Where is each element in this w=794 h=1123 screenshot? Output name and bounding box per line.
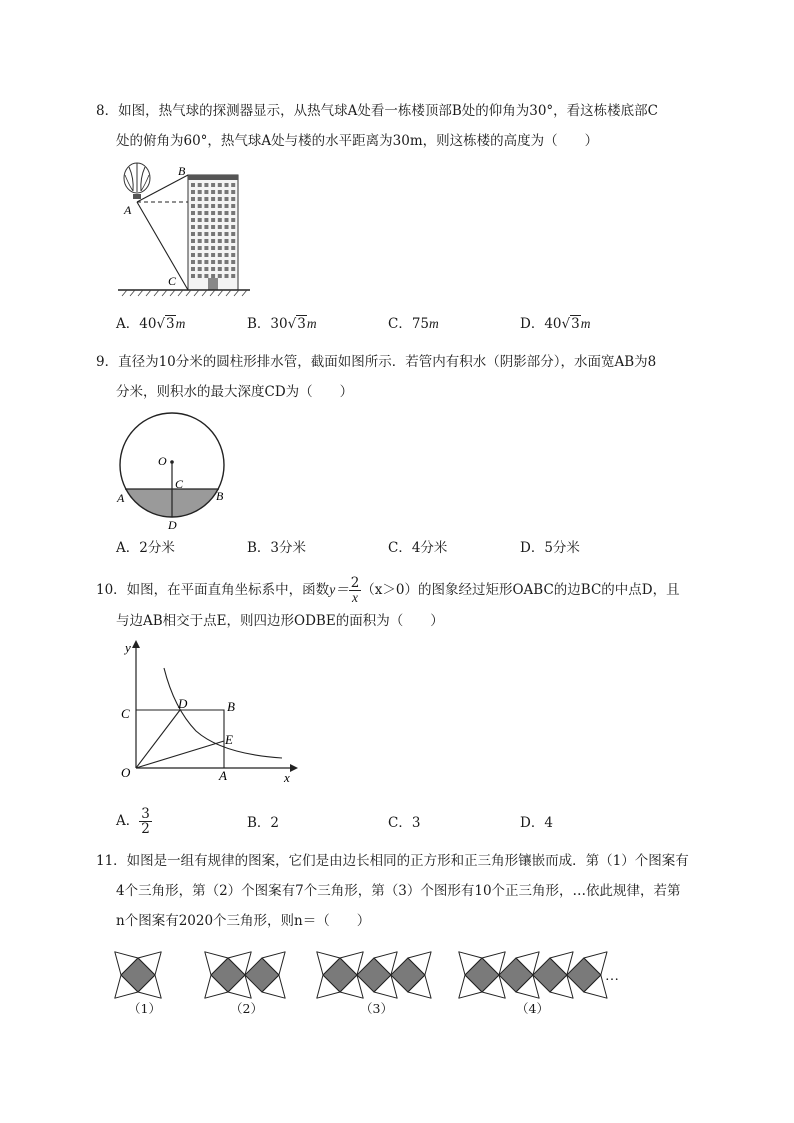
q8-figure-balloon-building	[112, 160, 252, 300]
building-window	[211, 253, 215, 257]
building-window	[231, 274, 235, 278]
hot-air-balloon-icon	[124, 163, 150, 199]
building-window	[204, 190, 208, 194]
ground-hatch	[186, 290, 191, 296]
label-c: C	[168, 274, 177, 288]
building-window	[198, 204, 202, 208]
ground-hatch	[202, 290, 207, 296]
building-window	[231, 204, 235, 208]
building-window	[218, 239, 222, 243]
building-window	[225, 274, 229, 278]
building-window	[204, 218, 208, 222]
building-window	[191, 260, 195, 264]
ground-hatch	[218, 290, 223, 296]
ground-hatch	[122, 290, 127, 296]
building-window	[231, 260, 235, 264]
ground-hatch	[226, 290, 231, 296]
ground-hatch	[138, 290, 143, 296]
building-window	[191, 190, 195, 194]
building-window	[218, 225, 222, 229]
label-c: C	[175, 477, 184, 491]
building-window	[211, 183, 215, 187]
building-window	[198, 183, 202, 187]
q10-option-d[interactable]: D．4	[520, 815, 553, 831]
building-window	[204, 225, 208, 229]
building-window	[218, 246, 222, 250]
ground-hatch	[170, 290, 175, 296]
q11-stem-line2: 4个三角形，第（2）个图案有7个三角形，第（3）个图形有10个正三角形，…依此规律，若第	[116, 883, 681, 899]
building-window	[198, 246, 202, 250]
building-window	[191, 274, 195, 278]
building-window	[231, 183, 235, 187]
q8-option-c[interactable]: C．75m	[388, 316, 439, 332]
building-window	[191, 211, 195, 215]
building-window	[225, 211, 229, 215]
q11-stem-line1: 11．如图是一组有规律的图案，它们是由边长相同的正方形和正三角形镶嵌而成．第（1）个图案有	[96, 853, 689, 869]
building-window	[225, 197, 229, 201]
label-b: B	[216, 489, 224, 503]
caption-3: （3）	[360, 1001, 393, 1016]
q10-stem-line1: 10．如图，在平面直角坐标系中，函数y＝ $\frac{2}{x}$ （x＞0）的图象经过矩形OABC的边BC的中点D，且	[96, 575, 680, 605]
q10-option-b[interactable]: B．2	[247, 815, 280, 831]
building-window	[198, 232, 202, 236]
building-window	[198, 274, 202, 278]
label-o: O	[121, 765, 131, 780]
label-a: A	[117, 491, 125, 505]
building-window	[231, 246, 235, 250]
q10-option-a[interactable]: A． $\frac{3}{2}$	[116, 806, 150, 837]
label-a: A	[124, 203, 132, 217]
ground-hatch	[130, 290, 135, 296]
building-window	[211, 239, 215, 243]
building-window	[225, 267, 229, 271]
q8-stem-line2: 处的俯角为60°，热气球A处与楼的水平距离为30m，则这栋楼的高度为（ ）	[116, 133, 599, 149]
building-window	[211, 197, 215, 201]
building-window	[198, 197, 202, 201]
caption-4: （4）	[516, 1001, 549, 1016]
building-window	[191, 218, 195, 222]
building-window	[225, 260, 229, 264]
q8-option-b[interactable]: B．30√3m	[247, 316, 317, 332]
label-a: A	[219, 768, 227, 783]
ground-hatch	[210, 290, 215, 296]
q9-option-b[interactable]: B．3分米	[247, 540, 307, 556]
building-window	[198, 239, 202, 243]
building-window	[231, 190, 235, 194]
building-window	[198, 218, 202, 222]
ground-hatch	[234, 290, 239, 296]
building-window	[211, 246, 215, 250]
label-y: y	[125, 640, 131, 655]
label-e: E	[225, 732, 233, 747]
building-window	[204, 246, 208, 250]
building-window	[191, 267, 195, 271]
building-window	[204, 197, 208, 201]
building-window	[211, 274, 215, 278]
q11-stem-line3: n个图案有2020个三角形，则n＝（ ）	[116, 913, 371, 929]
building-window	[231, 253, 235, 257]
building-window	[204, 260, 208, 264]
building-window	[191, 232, 195, 236]
ground-hatch	[146, 290, 151, 296]
building-window	[225, 246, 229, 250]
q10-stem-line2: 与边AB相交于点E，则四边形ODBE的面积为（ ）	[116, 613, 444, 629]
label-b: B	[227, 699, 235, 714]
building-window	[211, 211, 215, 215]
caption-2: （2）	[230, 1001, 263, 1016]
building-window	[191, 239, 195, 243]
building-icon	[188, 175, 238, 290]
building-window	[218, 260, 222, 264]
building-window	[198, 190, 202, 194]
building-window	[225, 232, 229, 236]
building-window	[218, 183, 222, 187]
q10-figure-coordinate	[112, 636, 302, 786]
building-window	[225, 253, 229, 257]
ground-hatch	[178, 290, 183, 296]
label-d: D	[178, 696, 188, 711]
building-window	[191, 246, 195, 250]
building-window	[231, 232, 235, 236]
building-window	[211, 218, 215, 222]
q8-stem-line1: 8．如图，热气球的探测器显示，从热气球A处看一栋楼顶部B处的仰角为30°，看这栋楼底部C	[96, 103, 659, 119]
building-window	[231, 267, 235, 271]
q9-stem-line1: 9．直径为10分米的圆柱形排水管，截面如图所示．若管内有积水（阴影部分），水面宽AB为8	[96, 354, 657, 370]
building-window	[204, 204, 208, 208]
building-window	[218, 197, 222, 201]
building-window	[191, 183, 195, 187]
building-window	[225, 183, 229, 187]
building-window	[218, 232, 222, 236]
building-window	[211, 204, 215, 208]
building-window	[218, 190, 222, 194]
caption-1: （1）	[128, 1001, 161, 1016]
building-window	[204, 253, 208, 257]
ground-hatch	[194, 290, 199, 296]
building-window	[204, 274, 208, 278]
building-window	[211, 267, 215, 271]
building-window	[191, 204, 195, 208]
building-window	[231, 239, 235, 243]
building-window	[191, 197, 195, 201]
building-window	[218, 218, 222, 222]
ellipsis: …	[605, 969, 619, 984]
ground-hatch	[154, 290, 159, 296]
q9-option-d[interactable]: D．5分米	[520, 540, 580, 556]
building-window	[225, 190, 229, 194]
building-window	[225, 218, 229, 222]
building-window	[211, 225, 215, 229]
building-window	[218, 211, 222, 215]
q9-figure-pipe	[110, 405, 240, 535]
building-window	[218, 274, 222, 278]
q8-option-a[interactable]: A．40√3m	[116, 316, 186, 332]
building-window	[198, 225, 202, 229]
building-window	[218, 253, 222, 257]
q9-stem-line2: 分米，则积水的最大深度CD为（ ）	[116, 384, 354, 400]
label-b: B	[178, 164, 186, 178]
building-window	[204, 239, 208, 243]
building-window	[231, 197, 235, 201]
building-window	[191, 225, 195, 229]
building-window	[231, 211, 235, 215]
building-window	[191, 253, 195, 257]
building-window	[204, 232, 208, 236]
q8-option-d[interactable]: D．40√3m	[520, 316, 591, 332]
q10-option-c[interactable]: C．3	[388, 815, 421, 831]
building-window	[211, 232, 215, 236]
building-window	[218, 204, 222, 208]
q9-option-a[interactable]: A．2分米	[116, 540, 175, 556]
building-window	[198, 211, 202, 215]
building-window	[211, 260, 215, 264]
building-window	[231, 225, 235, 229]
building-window	[204, 211, 208, 215]
building-window	[211, 190, 215, 194]
building-window	[225, 225, 229, 229]
label-c: C	[121, 706, 130, 721]
label-o: O	[158, 454, 167, 468]
building-window	[218, 267, 222, 271]
label-x: x	[284, 770, 290, 785]
building-window	[204, 267, 208, 271]
label-d: D	[168, 518, 177, 532]
building-window	[198, 260, 202, 264]
ground-hatch	[162, 290, 167, 296]
building-window	[204, 183, 208, 187]
building-window	[198, 253, 202, 257]
building-window	[225, 239, 229, 243]
building-window	[231, 218, 235, 222]
building-window	[198, 267, 202, 271]
ground-hatch	[242, 290, 247, 296]
building-window	[225, 204, 229, 208]
q9-option-c[interactable]: C．4分米	[388, 540, 448, 556]
